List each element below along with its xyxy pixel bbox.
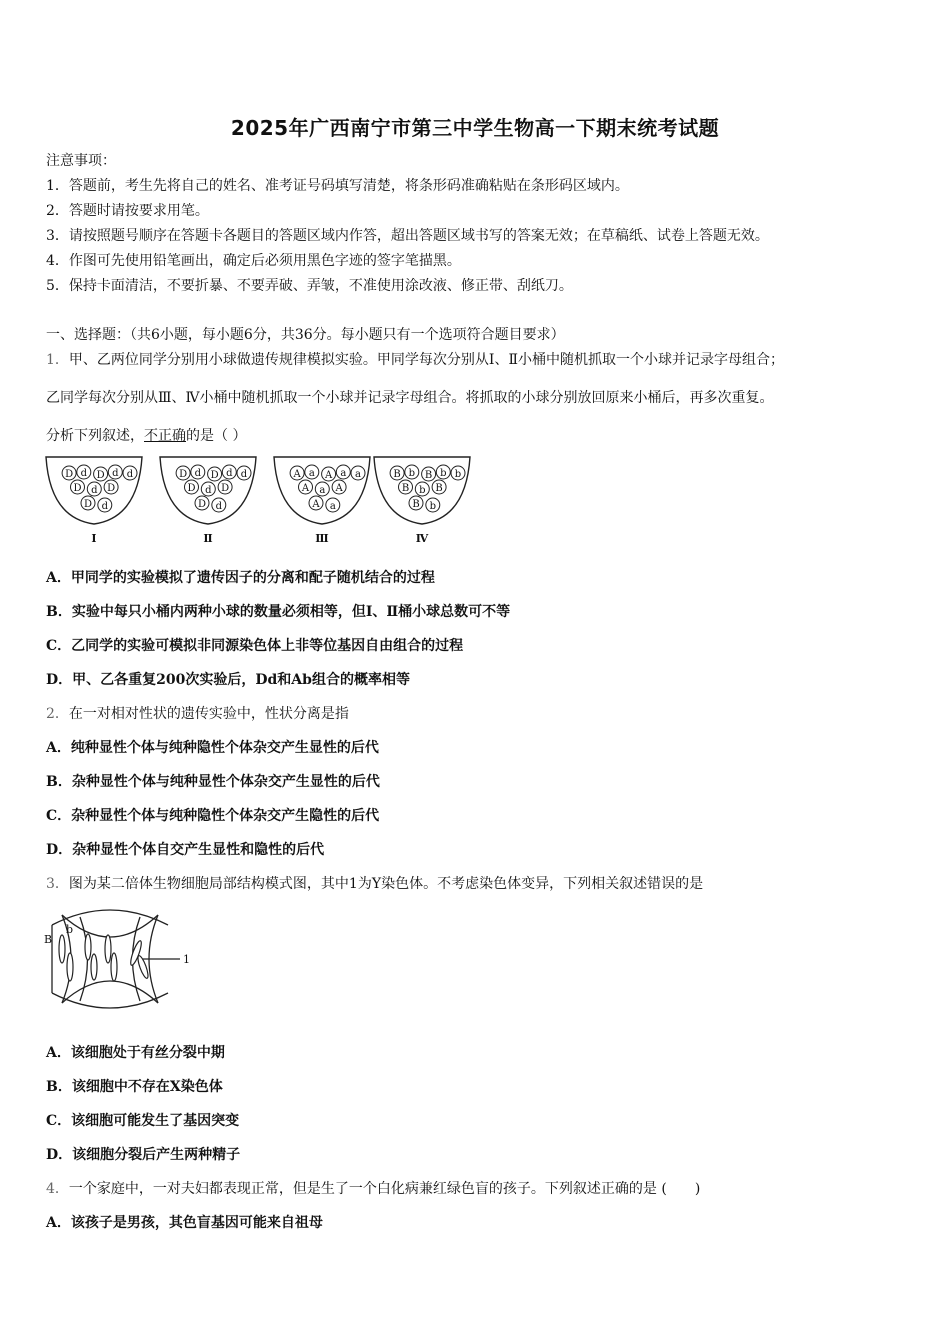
- gene-label-b-upper: B: [44, 933, 53, 946]
- chromosome: [91, 954, 97, 980]
- chromosome: [105, 935, 111, 963]
- question-3-stem: 3．图为某二倍体生物细胞局部结构模式图，其中1为Y染色体。不考虑染色体变异，下列相关叙述错误的是: [46, 876, 704, 892]
- ball-letter: d: [226, 468, 233, 479]
- chromosome: [59, 935, 65, 963]
- question-2-option-c: C．杂种显性个体与纯种隐性个体杂交产生隐性的后代: [46, 808, 380, 824]
- chromosome: [67, 953, 73, 981]
- spindle-fiber: [62, 915, 158, 937]
- notice-heading: 注意事项：: [46, 153, 116, 169]
- ball-letter: b: [440, 468, 447, 479]
- ball-letter: D: [65, 469, 74, 480]
- buckets-group: [46, 457, 470, 545]
- emphasis-underlined: 不正确: [144, 428, 186, 444]
- bucket-label: Ⅲ: [315, 532, 329, 545]
- bucket-label: Ⅱ: [203, 532, 213, 545]
- ball-letter: d: [215, 501, 223, 512]
- question-number: 3．: [46, 876, 69, 892]
- section-heading: 一、选择题：（共6小题，每小题6分，共36分。每小题只有一个选项符合题目要求）: [46, 327, 565, 343]
- page-title: 2025年广西南宁市第三中学生物高一下期末统考试题: [230, 116, 720, 140]
- question-1-option-b: B．实验中每只小桶内两种小球的数量必须相等，但Ⅰ、Ⅱ桶小球总数可不等: [46, 604, 511, 620]
- ball-letter: D: [96, 470, 105, 481]
- gene-label-b-lower: b: [66, 923, 74, 936]
- ball-letter: a: [355, 469, 361, 480]
- question-4-stem: 4．一个家庭中，一对夫妇都表现正常，但是生了一个白化病兼红绿色盲的孩子。下列叙述正确的是 ( ): [46, 1181, 701, 1197]
- ball-letter: b: [419, 485, 426, 496]
- ball-letter: D: [83, 499, 93, 510]
- ball-letter: A: [312, 499, 320, 510]
- ball-letter: d: [240, 469, 248, 480]
- ball-letter: D: [197, 499, 207, 510]
- question-2-stem: 2．在一对相对性状的遗传实验中，性状分离是指: [46, 706, 349, 722]
- ball-letter: D: [179, 469, 188, 480]
- ball-letter: D: [187, 483, 196, 494]
- ball-letter: b: [454, 469, 462, 480]
- ball-letter: a: [308, 468, 315, 479]
- question-1-stem-line-3: 分析下列叙述，不正确的是（ ）: [46, 428, 247, 444]
- ball-letter: B: [401, 483, 410, 494]
- ball-letter: A: [293, 469, 301, 480]
- question-number: 4．: [46, 1181, 69, 1197]
- question-3-cell-figure: [40, 905, 190, 1013]
- ball-letter: B: [435, 483, 443, 494]
- question-3-option-d: D．该细胞分裂后产生两种精子: [46, 1147, 241, 1163]
- chromosome: [111, 953, 117, 981]
- ball-letter: d: [101, 501, 109, 512]
- ball-letter: D: [210, 470, 219, 481]
- bucket-label: Ⅰ: [91, 532, 97, 545]
- ball-letter: d: [91, 485, 98, 496]
- question-1-option-d: D．甲、乙各重复200次实验后，Dd和Ab组合的概率相等: [46, 672, 410, 688]
- ball-letter: B: [393, 469, 401, 480]
- notice-item: 1．答题前，考生先将自己的姓名、准考证号码填写清楚，将条形码准确粘贴在条形码区域内。: [46, 178, 629, 194]
- notice-item: 4．作图可先使用铅笔画出，确定后必须用黑色字迹的签字笔描黑。: [46, 253, 461, 269]
- ball-letter: d: [205, 485, 212, 496]
- ball-letter: b: [429, 501, 437, 512]
- ball-letter: d: [194, 468, 202, 479]
- ball-letter: A: [301, 483, 310, 494]
- question-3-option-b: B．该细胞中不存在X染色体: [46, 1079, 223, 1095]
- spindle-fiber: [62, 981, 158, 1003]
- question-1-stem-line-2: 乙同学每次分别从Ⅲ、Ⅳ小桶中随机抓取一个小球并记录字母组合。将抓取的小球分别放回原来小桶后，再多次重复。: [46, 390, 774, 406]
- ball-letter: A: [324, 470, 333, 481]
- bucket-label: Ⅳ: [415, 532, 429, 545]
- ball-letter: A: [335, 483, 343, 494]
- question-2-option-b: B．杂种显性个体与纯种显性个体杂交产生显性的后代: [46, 774, 380, 790]
- chromosome: [85, 934, 91, 960]
- ball-letter: a: [340, 468, 347, 479]
- question-1-option-c: C．乙同学的实验可模拟非同源染色体上非等位基因自由组合的过程: [46, 638, 464, 654]
- question-3-option-a: A．该细胞处于有丝分裂中期: [46, 1045, 225, 1061]
- ball-letter: D: [107, 483, 116, 494]
- question-3-option-c: C．该细胞可能发生了基因突变: [46, 1113, 240, 1129]
- question-1-option-a: A．甲同学的实验模拟了遗传因子的分离和配子随机结合的过程: [46, 570, 435, 586]
- ball-letter: B: [424, 470, 433, 481]
- question-4-option-a: A．该孩子是男孩，其色盲基因可能来自祖母: [46, 1215, 323, 1231]
- ball-letter: d: [112, 468, 119, 479]
- notice-item: 2．答题时请按要求用笔。: [46, 203, 209, 219]
- question-1-stem-line-1: 1．甲、乙两位同学分别用小球做遗传规律模拟实验。甲同学每次分别从Ⅰ、Ⅱ小桶中随机抓取一个小球并记录字母组合；: [46, 352, 784, 368]
- question-number: 1．: [46, 352, 69, 368]
- ball-letter: d: [80, 468, 88, 479]
- question-number: 2．: [46, 706, 69, 722]
- notice-item: 5．保持卡面清洁，不要折暴、不要弄破、弄皱，不准使用涂改液、修正带、刮纸刀。: [46, 278, 573, 294]
- ball-letter: a: [329, 501, 336, 512]
- ball-letter: B: [412, 499, 420, 510]
- label-1: 1: [183, 953, 190, 966]
- ball-letter: d: [126, 469, 134, 480]
- question-1-buckets-figure: [40, 454, 460, 546]
- question-2-option-a: A．纯种显性个体与纯种隐性个体杂交产生显性的后代: [46, 740, 379, 756]
- notice-item: 3．请按照题号顺序在答题卡各题目的答题区域内作答，超出答题区域书写的答案无效；在草稿纸、试卷上答题无效。: [46, 228, 769, 244]
- question-2-option-d: D．杂种显性个体自交产生显性和隐性的后代: [46, 842, 325, 858]
- ball-letter: a: [319, 485, 326, 496]
- cell-membrane-bottom: [52, 993, 168, 1008]
- ball-letter: D: [221, 483, 230, 494]
- ball-letter: D: [73, 483, 82, 494]
- ball-letter: b: [408, 468, 416, 479]
